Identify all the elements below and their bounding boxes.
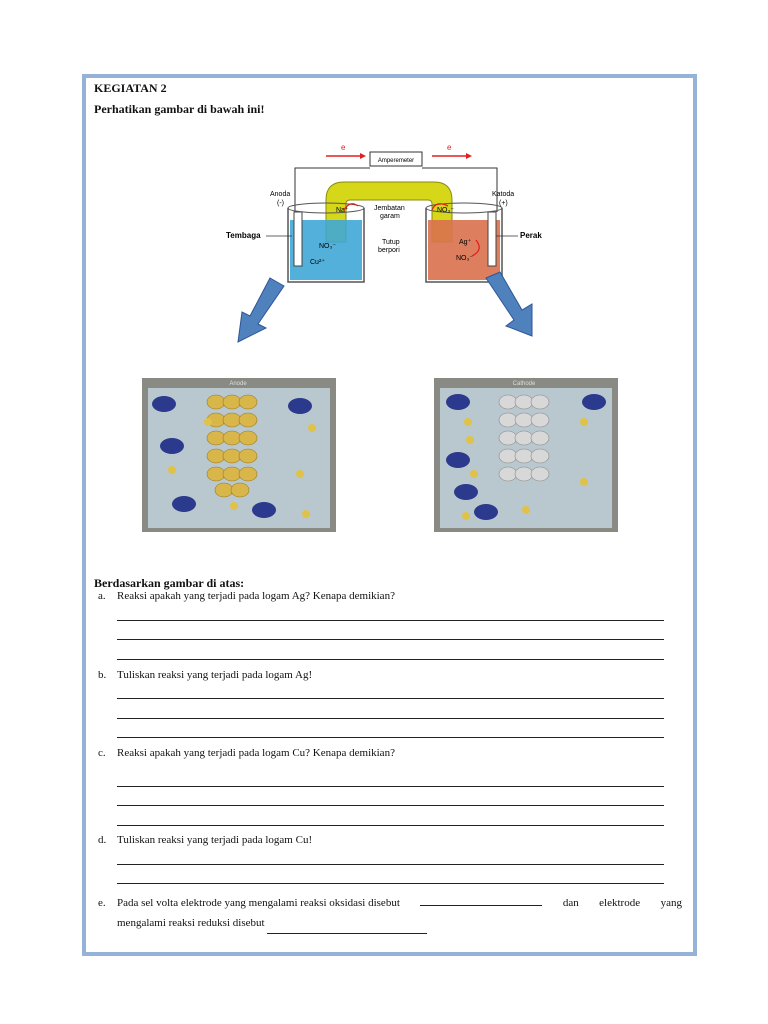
silver-label: Perak [520, 231, 542, 240]
ag-ion-label: Ag⁺ [459, 239, 472, 246]
question-letter: a. [98, 590, 106, 602]
anode-label: Anoda [270, 191, 291, 198]
answer-line[interactable] [117, 698, 664, 699]
arrow-to-anode [238, 278, 284, 342]
na-ion-label: Na⁺ [336, 207, 349, 214]
fill-blank-oxidation[interactable] [420, 895, 542, 906]
voltaic-cell-figure [88, 130, 684, 550]
anode-sign: (-) [277, 200, 284, 207]
cu-ion-label: Cu²⁺ [310, 259, 325, 266]
question-letter: e. [98, 897, 106, 909]
question-text: Pada sel volta elektrode yang mengalami reaksi oksidasi disebut [117, 897, 400, 909]
no3-bridge-label: NO₃⁻ [437, 207, 455, 214]
salt-bridge-label-2: garam [380, 213, 400, 220]
question-text: Reaksi apakah yang terjadi pada logam Cu? Kenapa demikian? [117, 747, 395, 759]
electron-arrow-left [326, 143, 366, 159]
answer-line[interactable] [117, 805, 664, 806]
cathode-label: Katoda [492, 191, 515, 198]
answer-line[interactable] [117, 620, 664, 621]
arrow-to-cathode [486, 272, 532, 336]
porous-cap-label-1: Tutup [382, 239, 400, 246]
question-letter: d. [98, 834, 107, 846]
question-letter: b. [98, 669, 107, 681]
answer-line[interactable] [117, 718, 664, 719]
answer-line[interactable] [117, 864, 664, 865]
electron-arrow-right [432, 143, 472, 159]
question-text: Tuliskan reaksi yang terjadi pada logam Ag! [117, 669, 313, 681]
answer-line[interactable] [117, 825, 664, 826]
question-letter: c. [98, 747, 106, 759]
question-text: Tuliskan reaksi yang terjadi pada logam Cu! [117, 834, 313, 846]
answer-line[interactable] [117, 659, 664, 660]
question-text: elektrode [599, 897, 641, 909]
ammeter-label: Amperemeter [377, 158, 415, 164]
questions-title: Berdasarkan gambar di atas: [94, 576, 245, 590]
salt-bridge-label-1: Jembatan [374, 205, 405, 212]
instruction: Perhatikan gambar di bawah ini! [94, 102, 265, 116]
answer-line[interactable] [117, 883, 664, 884]
electron-label-left: e [341, 143, 346, 152]
fill-blank-reduction[interactable] [267, 923, 427, 934]
question-text: mengalami reaksi reduksi disebut [117, 917, 265, 929]
anode-photo [142, 378, 336, 532]
anode-photo-label: Anode [229, 381, 247, 387]
question-text: yang [660, 897, 682, 909]
answer-line[interactable] [117, 786, 664, 787]
cathode-photo-label: Cathode [512, 381, 536, 387]
question-text: Reaksi apakah yang terjadi pada logam Ag? Kenapa demikian? [117, 590, 395, 602]
copper-label: Tembaga [226, 231, 261, 240]
activity-title: KEGIATAN 2 [94, 81, 167, 95]
question-text: dan [562, 897, 579, 909]
ammeter [370, 152, 422, 166]
answer-line[interactable] [117, 639, 664, 640]
no3-right-label: NO₃⁻ [456, 255, 474, 262]
answer-line[interactable] [117, 737, 664, 738]
porous-cap-label-2: berpori [378, 247, 400, 254]
cathode-photo [434, 378, 618, 532]
cathode-sign: (+) [499, 200, 508, 207]
electron-label-right: e [447, 143, 452, 152]
no3-left-label: NO₃⁻ [319, 243, 337, 250]
